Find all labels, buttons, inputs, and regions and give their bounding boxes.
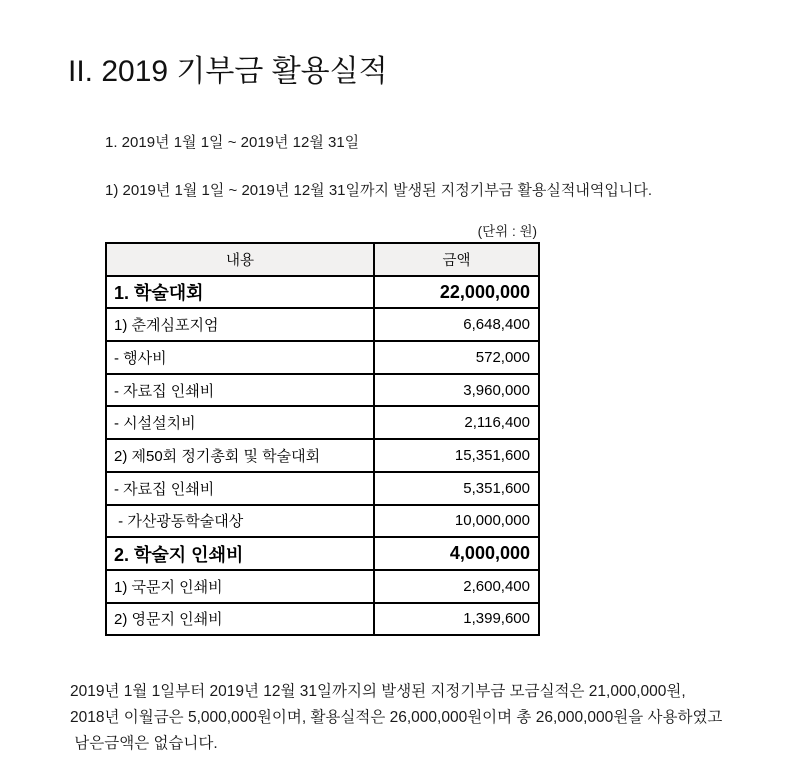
- table-row: [106, 570, 539, 603]
- table-row: [106, 505, 539, 538]
- row-amount-cell: 6,648,400: [374, 308, 539, 341]
- summary-line-1: 2019년 1월 1일부터 2019년 12월 31일까지의 발생된 지정기부금 모금실적은 21,000,000원,: [70, 683, 686, 700]
- row-label-cell: - 시설설치비: [106, 406, 374, 439]
- row-label-cell: 2) 영문지 인쇄비: [106, 603, 374, 636]
- row-label-cell: 1) 국문지 인쇄비: [106, 570, 374, 603]
- page-title: II. 2019 기부금 활용실적: [68, 55, 388, 88]
- report-period: 1. 2019년 1월 1일 ~ 2019년 12월 31일: [105, 134, 360, 151]
- table-row: [106, 406, 539, 439]
- row-amount-cell: 15,351,600: [374, 439, 539, 472]
- table-row: [106, 439, 539, 472]
- summary-paragraph: [70, 679, 722, 757]
- row-amount-cell: 1,399,600: [374, 603, 539, 636]
- row-amount-cell: 3,960,000: [374, 374, 539, 407]
- summary-line-3: 남은금액은 없습니다.: [70, 735, 218, 752]
- table-row: [106, 308, 539, 341]
- table-row: [106, 472, 539, 505]
- row-amount-cell: 10,000,000: [374, 505, 539, 538]
- table-row: [106, 537, 539, 570]
- table-row: [106, 276, 539, 309]
- row-amount-cell: 22,000,000: [374, 276, 539, 309]
- table-row: [106, 341, 539, 374]
- header-content-column: 내용: [106, 243, 374, 276]
- summary-line-2: 2018년 이월금은 5,000,000원이며, 활용실적은 26,000,000원이며 총 26,000,000원을 사용하였고: [70, 709, 723, 726]
- row-amount-cell: 4,000,000: [374, 537, 539, 570]
- row-label-cell: - 행사비: [106, 341, 374, 374]
- row-label-cell: 1) 춘계심포지엄: [106, 308, 374, 341]
- row-amount-cell: 2,600,400: [374, 570, 539, 603]
- donation-table-body: [106, 276, 539, 636]
- row-label-cell: - 가산광동학술대상: [106, 505, 374, 538]
- row-label-cell: - 자료집 인쇄비: [106, 374, 374, 407]
- row-amount-cell: 572,000: [374, 341, 539, 374]
- report-description: 1) 2019년 1월 1일 ~ 2019년 12월 31일까지 발생된 지정기부금 활용실적내역입니다.: [105, 182, 652, 199]
- row-label-cell: 2. 학술지 인쇄비: [106, 537, 374, 570]
- row-label-cell: 2) 제50회 정기총회 및 학술대회: [106, 439, 374, 472]
- row-amount-cell: 5,351,600: [374, 472, 539, 505]
- header-amount-column: 금액: [374, 243, 539, 276]
- row-label-cell: - 자료집 인쇄비: [106, 472, 374, 505]
- currency-unit-label: (단위 : 원): [477, 224, 537, 239]
- table-row: [106, 374, 539, 407]
- table-header-row: [106, 243, 539, 276]
- row-label-cell: 1. 학술대회: [106, 276, 374, 309]
- table-row: [106, 603, 539, 636]
- row-amount-cell: 2,116,400: [374, 406, 539, 439]
- donation-usage-table: [105, 242, 540, 636]
